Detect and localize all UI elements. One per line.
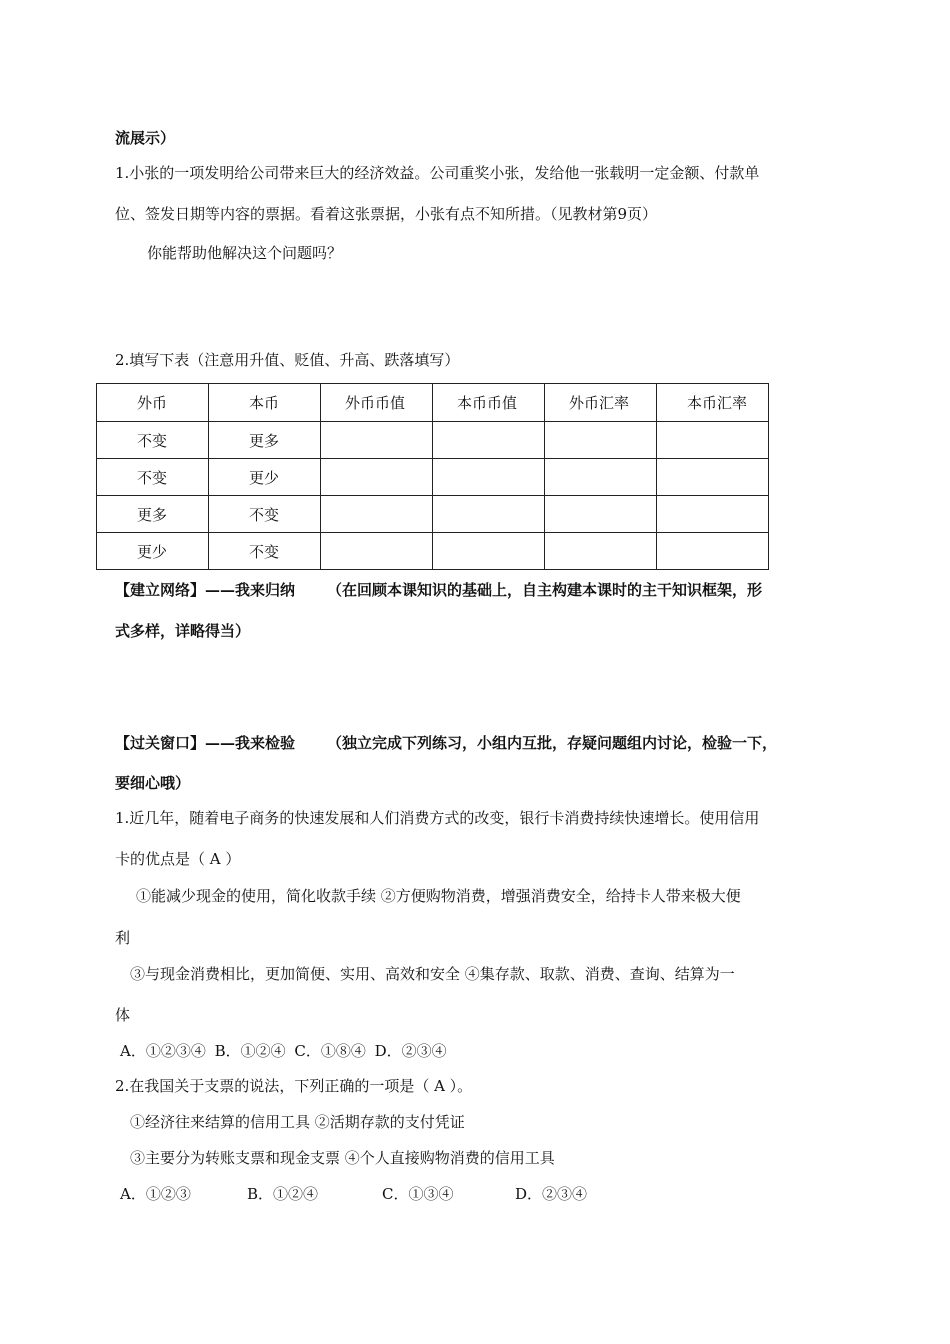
table-header-row: [97, 384, 769, 422]
table-blank-cell: [321, 459, 433, 496]
table-blank-cell: [657, 496, 769, 533]
network-title: 【建立网络】——我来归纳: [115, 581, 296, 599]
exercise-1-option-line-4: 体: [115, 1006, 131, 1024]
table-cell: 更少: [209, 459, 321, 496]
checkpoint-title: 【过关窗口】——我来检验: [115, 734, 296, 752]
network-desc-2: 式多样，详略得当）: [115, 622, 251, 640]
table-cell: 更多: [97, 496, 209, 533]
table-blank-cell: [545, 496, 657, 533]
checkpoint-desc-1: （独立完成下列练习，小组内互批，存疑问题组内讨论，检验一下，: [327, 734, 778, 752]
table-cell: 更多: [209, 422, 321, 459]
question-1-prompt: 你能帮助他解决这个问题吗？: [147, 244, 343, 262]
table-header-cell: 本币: [209, 384, 321, 422]
exercise-2-choice-b: B．①②④: [247, 1185, 319, 1203]
table-cell: 不变: [209, 496, 321, 533]
table-cell: 不变: [97, 422, 209, 459]
exercise-2-line-1: 2.在我国关于支票的说法，下列正确的一项是（ A ）。: [115, 1077, 473, 1095]
table-blank-cell: [657, 533, 769, 570]
table-header-cell: 外币汇率: [545, 384, 657, 422]
exercise-2-option-line-2: ③主要分为转账支票和现金支票 ④个人直接购物消费的信用工具: [130, 1149, 555, 1167]
table-row: [97, 533, 769, 570]
table-blank-cell: [433, 459, 545, 496]
table-blank-cell: [657, 459, 769, 496]
exercise-1-choices: A．①②③④ B．①②④ C．①⑧④ D．②③④: [120, 1042, 447, 1060]
table-blank-cell: [433, 496, 545, 533]
table-header-cell: 外币币值: [321, 384, 433, 422]
table-header-cell: 外币: [97, 384, 209, 422]
table-blank-cell: [545, 533, 657, 570]
exercise-1-line-1: 1.近几年，随着电子商务的快速发展和人们消费方式的改变，银行卡消费持续快速增长。使用信用: [115, 809, 760, 827]
table-cell: 更少: [97, 533, 209, 570]
checkpoint-section: [115, 733, 777, 753]
table-cell: 不变: [209, 533, 321, 570]
exercise-2-option-line-1: ①经济往来结算的信用工具 ②活期存款的支付凭证: [130, 1113, 465, 1131]
table-row: [97, 459, 769, 496]
question-2-instruction: 2.填写下表（注意用升值、贬值、升高、跌落填写）: [115, 351, 460, 369]
exercise-1-option-line-2: 利: [115, 929, 131, 947]
table-blank-cell: [657, 422, 769, 459]
network-desc-1: （在回顾本课知识的基础上，自主构建本课时的主干知识框架，形: [327, 581, 763, 599]
table-blank-cell: [433, 422, 545, 459]
question-1-line-1: 1.小张的一项发明给公司带来巨大的经济效益。公司重奖小张，发给他一张载明一定金额、付款单: [115, 164, 760, 182]
table-header-cell: 本币汇率: [657, 384, 769, 422]
table-blank-cell: [545, 422, 657, 459]
exercise-1-option-line-1: ①能减少现金的使用，简化收款手续 ②方便购物消费，增强消费安全，给持卡人带来极大便: [136, 887, 741, 905]
table-blank-cell: [321, 533, 433, 570]
exercise-2-choice-c: C．①③④: [382, 1185, 454, 1203]
table-blank-cell: [321, 422, 433, 459]
exercise-1-line-2: 卡的优点是（ A ）: [115, 850, 241, 868]
table-row: [97, 496, 769, 533]
network-section: [115, 580, 762, 600]
table-blank-cell: [321, 496, 433, 533]
checkpoint-desc-2: 要细心哦）: [115, 774, 191, 792]
table-blank-cell: [433, 533, 545, 570]
table-cell: 不变: [97, 459, 209, 496]
question-1-line-2: 位、签发日期等内容的票据。看着这张票据，小张有点不知所措。（见教材第9页）: [115, 205, 658, 223]
exercise-2-choice-a: A．①②③: [120, 1185, 191, 1203]
exercise-2-choice-d: D．②③④: [515, 1185, 588, 1203]
exchange-rate-table: [96, 383, 769, 570]
table-header-cell: 本币币值: [433, 384, 545, 422]
table-blank-cell: [545, 459, 657, 496]
table-row: [97, 422, 769, 459]
exercise-1-option-line-3: ③与现金消费相比，更加简便、实用、高效和安全 ④集存款、取款、消费、查询、结算为一: [130, 965, 735, 983]
section-heading-tail: 流展示）: [115, 129, 176, 147]
